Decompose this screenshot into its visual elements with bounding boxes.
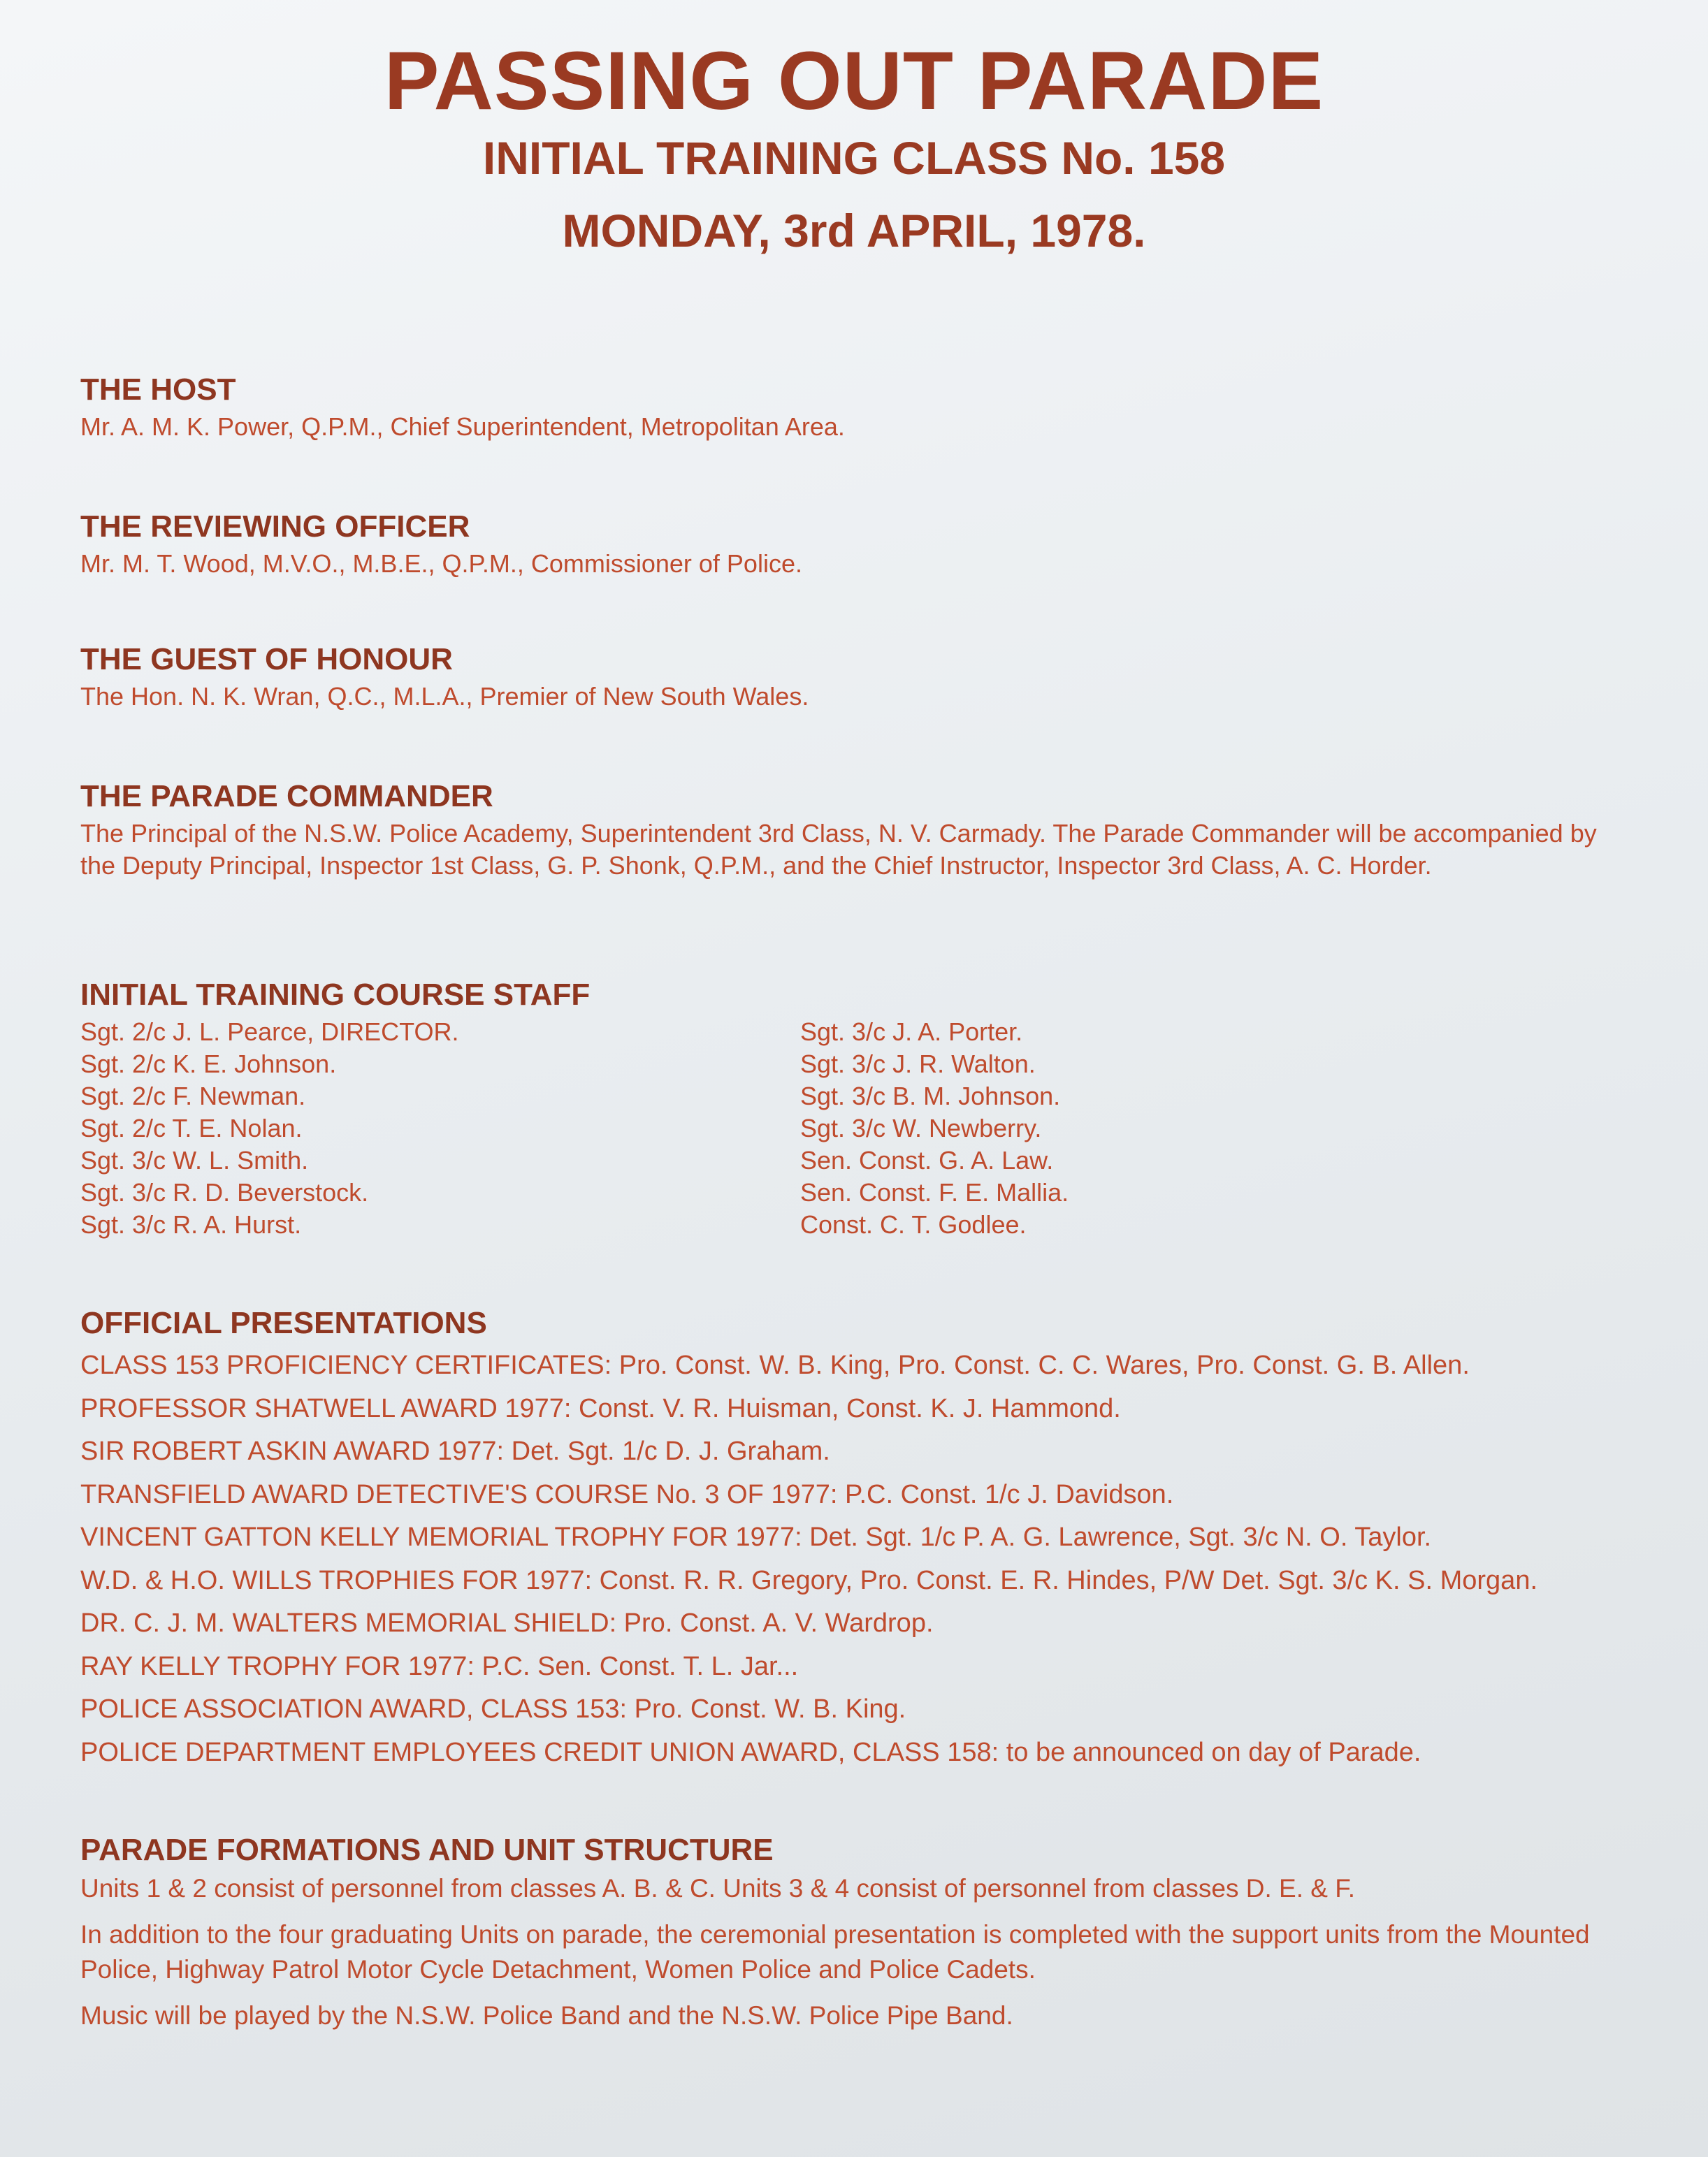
staff-member: Sgt. 2/c J. L. Pearce, DIRECTOR. <box>80 1017 459 1046</box>
presentation-item: VINCENT GATTON KELLY MEMORIAL TROPHY FOR 1977: Det. Sgt. 1/c P. A. G. Lawrence, Sgt. 3/c N. O. Taylor. <box>80 1523 1432 1552</box>
presentation-item: PROFESSOR SHATWELL AWARD 1977: Const. V. R. Huisman, Const. K. J. Hammond. <box>80 1393 1121 1423</box>
presentation-item: W.D. & H.O. WILLS TROPHIES FOR 1977: Const. R. R. Gregory, Pro. Const. E. R. Hindes, P/W Det. Sgt. 3/c K. S. Morgan. <box>80 1565 1538 1595</box>
staff-member: Sen. Const. G. A. Law. <box>800 1146 1054 1175</box>
formations-section <box>80 1829 1646 2045</box>
guest-of-honour-section <box>80 639 1660 713</box>
presentation-item: POLICE DEPARTMENT EMPLOYEES CREDIT UNION AWARD, CLASS 158: to be announced on day of Parade. <box>80 1737 1421 1767</box>
staff-member: Sgt. 2/c F. Newman. <box>80 1082 306 1110</box>
reviewing-officer-heading: THE REVIEWING OFFICER <box>80 509 470 544</box>
staff-column-right <box>800 1016 1520 1241</box>
host-section <box>80 369 1660 443</box>
staff-member: Sgt. 3/c J. A. Porter. <box>800 1017 1023 1046</box>
event-date: MONDAY, 3rd APRIL, 1978. <box>562 205 1146 256</box>
presentation-item: DR. C. J. M. WALTERS MEMORIAL SHIELD: Pro. Const. A. V. Wardrop. <box>80 1608 934 1638</box>
staff-member: Sgt. 2/c T. E. Nolan. <box>80 1114 303 1142</box>
staff-column-left <box>80 1016 800 1241</box>
presentation-item: SIR ROBERT ASKIN AWARD 1977: Det. Sgt. 1/c D. J. Graham. <box>80 1437 830 1466</box>
staff-member: Sgt. 3/c R. D. Beverstock. <box>80 1178 369 1207</box>
guest-of-honour-heading: THE GUEST OF HONOUR <box>80 642 453 676</box>
staff-member: Sgt. 3/c B. M. Johnson. <box>800 1082 1061 1110</box>
host-text: Mr. A. M. K. Power, Q.P.M., Chief Superintendent, Metropolitan Area. <box>80 412 845 441</box>
staff-member: Sen. Const. F. E. Mallia. <box>800 1178 1069 1207</box>
formations-paragraph: In addition to the four graduating Units on parade, the ceremonial presentation is completed with the support units from the Mounted Police, Highway Patrol Motor Cycle Detachment, Women Police and Police Cadets. <box>80 1920 1590 1984</box>
presentations-section <box>80 1302 1660 1774</box>
staff-member: Sgt. 3/c W. L. Smith. <box>80 1146 309 1175</box>
reviewing-officer-text: Mr. M. T. Wood, M.V.O., M.B.E., Q.P.M., Commissioner of Police. <box>80 549 802 578</box>
parade-commander-section <box>80 776 1618 882</box>
staff-member: Sgt. 3/c R. A. Hurst. <box>80 1210 302 1239</box>
host-heading: THE HOST <box>80 372 236 407</box>
presentations-heading: OFFICIAL PRESENTATIONS <box>80 1306 487 1340</box>
presentation-item: CLASS 153 PROFICIENCY CERTIFICATES: Pro. Const. W. B. King, Pro. Const. C. C. Wares, Pro. Const. G. B. Allen. <box>80 1351 1470 1380</box>
parade-commander-heading: THE PARADE COMMANDER <box>80 779 493 813</box>
staff-member: Sgt. 2/c K. E. Johnson. <box>80 1050 337 1078</box>
formations-paragraph: Units 1 & 2 consist of personnel from classes A. B. & C. Units 3 & 4 consist of personnel from classes D. E. & F. <box>80 1874 1356 1903</box>
guest-of-honour-text: The Hon. N. K. Wran, Q.C., M.L.A., Premier of New South Wales. <box>80 682 809 711</box>
staff-member: Const. C. T. Godlee. <box>800 1210 1027 1239</box>
page-subtitle: INITIAL TRAINING CLASS No. 158 <box>482 132 1226 184</box>
formations-paragraph: Music will be played by the N.S.W. Police Band and the N.S.W. Police Pipe Band. <box>80 2001 1013 2030</box>
reviewing-officer-section <box>80 506 1660 580</box>
parade-commander-text: The Principal of the N.S.W. Police Academy, Superintendent 3rd Class, N. V. Carmady. The Parade Commander will be accompanied by the Deputy Principal, Inspector 1st Class, G. P. Shonk, Q.P.M., and the Chief Instructor, Inspector 3rd Class, A. C. Horder. <box>80 819 1597 880</box>
presentation-item: RAY KELLY TROPHY FOR 1977: P.C. Sen. Const. T. L. Jar... <box>80 1651 799 1681</box>
staff-member: Sgt. 3/c W. Newberry. <box>800 1114 1042 1142</box>
presentation-item: POLICE ASSOCIATION AWARD, CLASS 153: Pro. Const. W. B. King. <box>80 1694 906 1724</box>
course-staff-heading: INITIAL TRAINING COURSE STAFF <box>80 978 591 1012</box>
presentation-item: TRANSFIELD AWARD DETECTIVE'S COURSE No. 3 OF 1977: P.C. Const. 1/c J. Davidson. <box>80 1479 1174 1509</box>
formations-heading: PARADE FORMATIONS AND UNIT STRUCTURE <box>80 1833 774 1867</box>
page-title: PASSING OUT PARADE <box>384 35 1324 127</box>
staff-member: Sgt. 3/c J. R. Walton. <box>800 1050 1036 1078</box>
course-staff-section <box>80 974 1660 1241</box>
